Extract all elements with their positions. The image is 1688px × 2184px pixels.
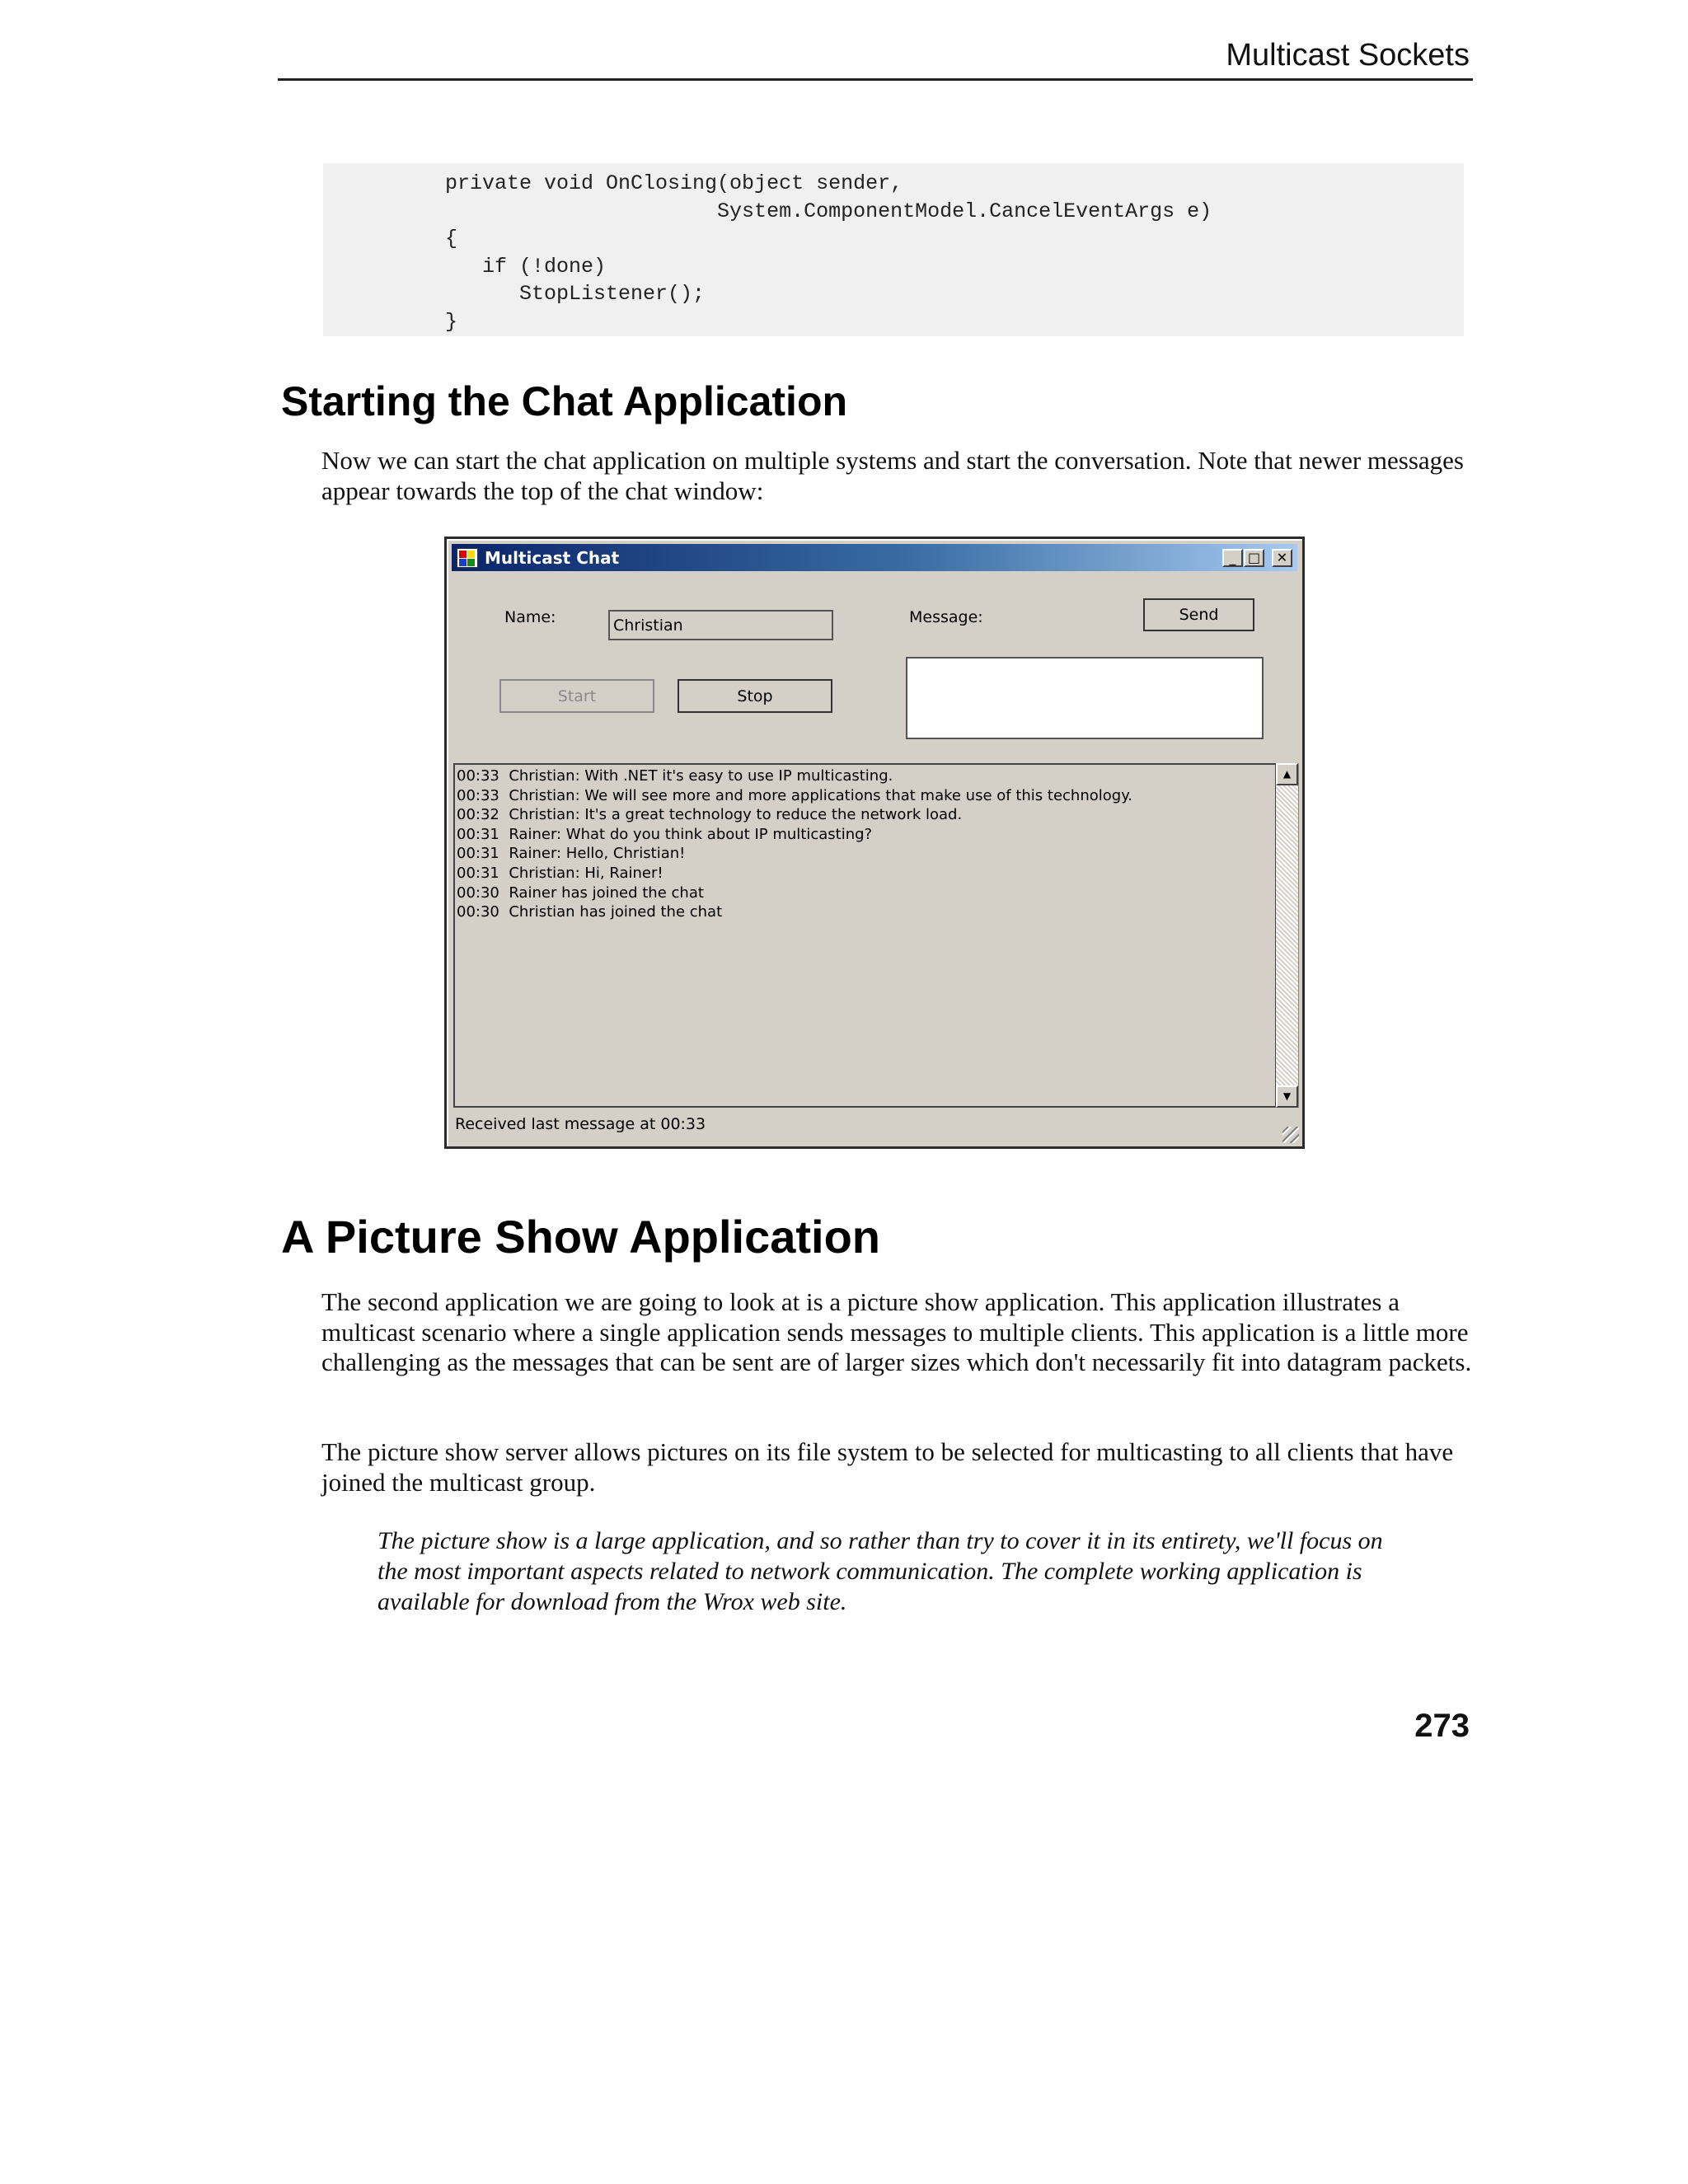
list-item: 00:30 Christian has joined the chat [457,903,723,921]
resize-grip-icon[interactable] [1282,1127,1299,1143]
maximize-icon[interactable]: □ [1244,549,1264,567]
window-title: Multicast Chat [485,548,620,568]
scroll-up-icon[interactable]: ▲ [1276,763,1298,785]
window-titlebar[interactable] [452,544,1297,571]
running-header [278,33,1473,81]
code-line: { [445,227,458,251]
list-item: 00:32 Christian: It's a great technology to reduce the network load. [457,806,963,824]
section-heading-chat: Starting the Chat Application [281,378,848,424]
message-label: Message: [909,608,983,626]
name-label: Name: [504,608,556,626]
list-item: 00:33 Christian: We will see more and more applications that make use of this technology. [457,786,1133,804]
chat-intro-paragraph: Now we can start the chat application on multiple systems and start the conversation. Note that newer messages appear towards the top of the chat window: [321,446,1464,505]
list-item: 00:31 Rainer: What do you think about IP multicasting? [457,825,873,843]
send-button[interactable]: Send [1143,598,1254,631]
start-button: Start [499,679,654,713]
code-line: StopListener(); [445,282,706,306]
message-input[interactable] [906,657,1264,739]
name-input[interactable] [608,610,833,640]
code-block [323,163,1464,336]
status-bar-text: Received last message at 00:33 [455,1115,706,1133]
vertical-scrollbar[interactable] [1276,763,1299,1108]
minimize-icon[interactable]: _ [1222,549,1243,567]
code-line: if (!done) [445,254,607,279]
page-number: 273 [1414,1708,1470,1744]
code-line: } [445,309,458,334]
picture-show-note: The picture show is a large application, and so rather than try to cover it in its entirety, we'll focus on the most important aspects related to network communication. The complete working application is available for download from the Wrox web site. [377,1527,1383,1615]
app-icon [457,548,478,568]
code-line: private void OnClosing(object sender, [445,171,903,195]
code-line: System.ComponentModel.CancelEventArgs e) [445,199,1212,223]
list-item: 00:31 Christian: Hi, Rainer! [457,864,663,882]
multicast-chat-window [444,537,1305,1149]
chat-lines [457,766,1132,922]
section-heading-picture-show: A Picture Show Application [281,1211,881,1263]
list-item: 00:30 Rainer has joined the chat [457,883,704,902]
picture-show-paragraph-1: The second application we are going to look at is a picture show application. This application illustrates a multicast scenario where a single application sends messages to multiple clients. This application is a little more challenging as the messages that can be sent are of larger sizes which don't necessarily fit into datagram packets. [321,1287,1472,1376]
close-icon[interactable]: ✕ [1272,549,1292,567]
picture-show-paragraph-2: The picture show server allows pictures on its file system to be selected for multicasting to all clients that have joined the multicast group. [321,1437,1454,1497]
scroll-down-icon[interactable]: ▼ [1276,1085,1298,1108]
list-item: 00:33 Christian: With .NET it's easy to use IP multicasting. [457,767,893,785]
list-item: 00:31 Rainer: Hello, Christian! [457,845,686,863]
stop-button[interactable]: Stop [678,679,832,713]
chat-messages-list[interactable] [453,763,1277,1108]
running-header-title: Multicast Sockets [1226,38,1470,73]
